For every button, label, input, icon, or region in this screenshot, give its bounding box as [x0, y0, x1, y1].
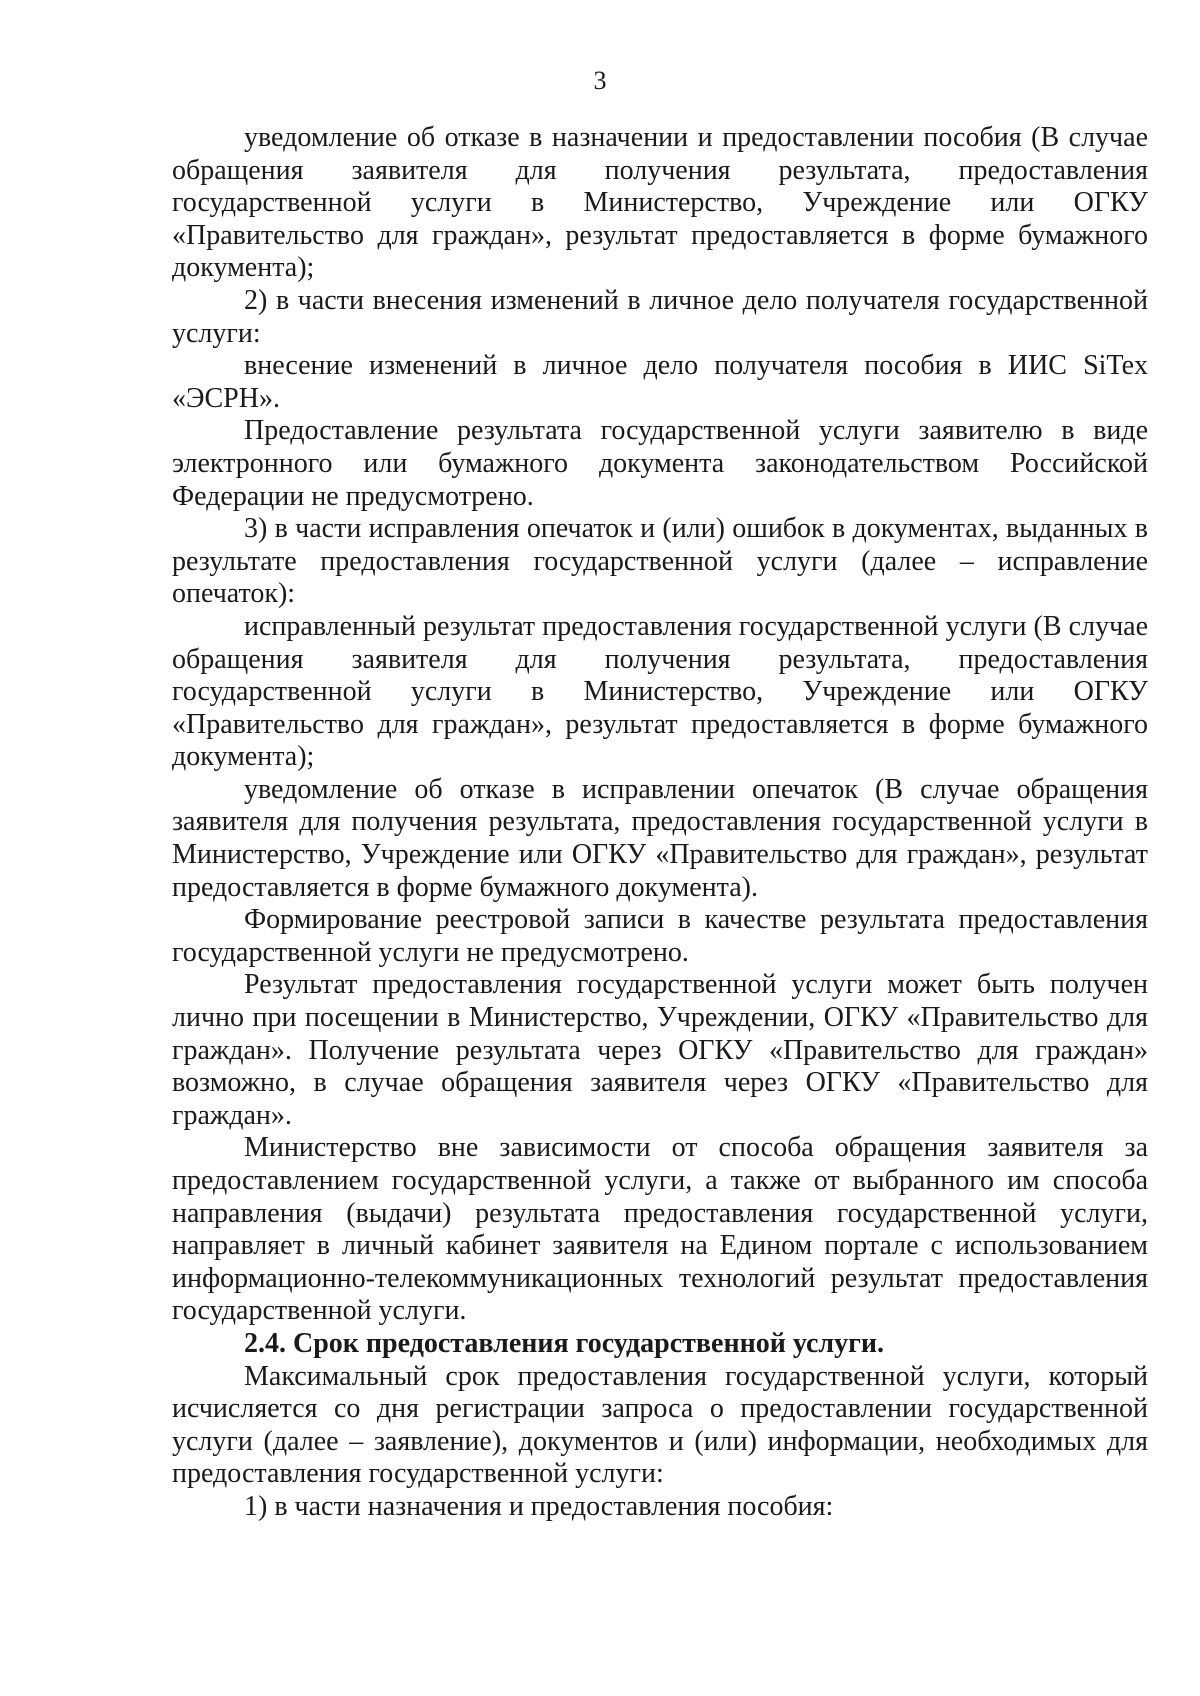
section-heading: 2.4. Срок предоставления государственной услуги. — [244, 1327, 884, 1359]
paragraph-corrected-result: исправленный результат предоставления государственной услуги (В случае обращения заявителя для получения результата, предоставления государственной услуги в Министерство, Учреждение или ОГКУ «Правительство для граждан», результат предоставляется в форме бумажного документа); — [172, 610, 1148, 773]
page-number: 3 — [593, 66, 607, 95]
paragraph-refusal-notice: уведомление об отказе в назначении и предоставлении пособия (В случае обращения заявителя для получения результата, предоставления государственной услуги в Министерство, Учреждение или ОГКУ «Правительство для граждан», результат предоставляется в форме бумажного документа); — [172, 122, 1148, 284]
paragraph-max-term: Максимальный срок предоставления государственной услуги, который исчисляется со дня регистрации запроса о предоставлении государственной услуги (далее – заявление), документов и (или) информации, необходимых для предоставления государственной услуги: — [172, 1360, 1148, 1490]
paragraph-benefit-assignment: 1) в части назначения и предоставления пособия: — [244, 1490, 834, 1522]
paragraph-result-receipt: Результат предоставления государственной услуги может быть получен лично при посещении в Министерство, Учреждении, ОГКУ «Правительство для граждан». Получение результата через ОГКУ «Правительство для граждан» возможно, в случае обращения заявителя через ОГКУ «Правительство для граждан». — [172, 969, 1148, 1131]
document-body — [172, 122, 1148, 1524]
paragraph-ministry-cabinet: Министерство вне зависимости от способа обращения заявителя за предоставлением государственной услуги, а также от выбранного им способа направления (выдачи) результата предоставления государственной услуги, направляет в личный кабинет заявителя на Едином портале с использованием информационно-телекоммуникационных технологий результат предоставления государственной услуги. — [172, 1132, 1148, 1327]
paragraph-personal-file-changes: 2) в части внесения изменений в личное дело получателя государственной услуги: — [172, 284, 1148, 349]
paragraph-electronic-result: Предоставление результата государственной услуги заявителю в виде электронного или бумажного документа законодательством Российской Федерации не предусмотрено. — [172, 415, 1148, 512]
paragraph-esrn-entry: внесение изменений в личное дело получателя пособия в ИИС SiTex «ЭСРН». — [172, 350, 1148, 414]
paragraph-registry-entry: Формирование реестровой записи в качестве результата предоставления государственной услуги не предусмотрено. — [172, 904, 1148, 968]
paragraph-typo-correction: 3) в части исправления опечаток и (или) ошибок в документах, выданных в результате предоставления государственной услуги (далее – исправление опечаток): — [172, 513, 1148, 610]
paragraph-correction-refusal: уведомление об отказе в исправлении опечаток (В случае обращения заявителя для получения результата, предоставления государственной услуги в Министерство, Учреждение или ОГКУ «Правительство для граждан», результат предоставляется в форме бумажного документа). — [172, 773, 1148, 903]
